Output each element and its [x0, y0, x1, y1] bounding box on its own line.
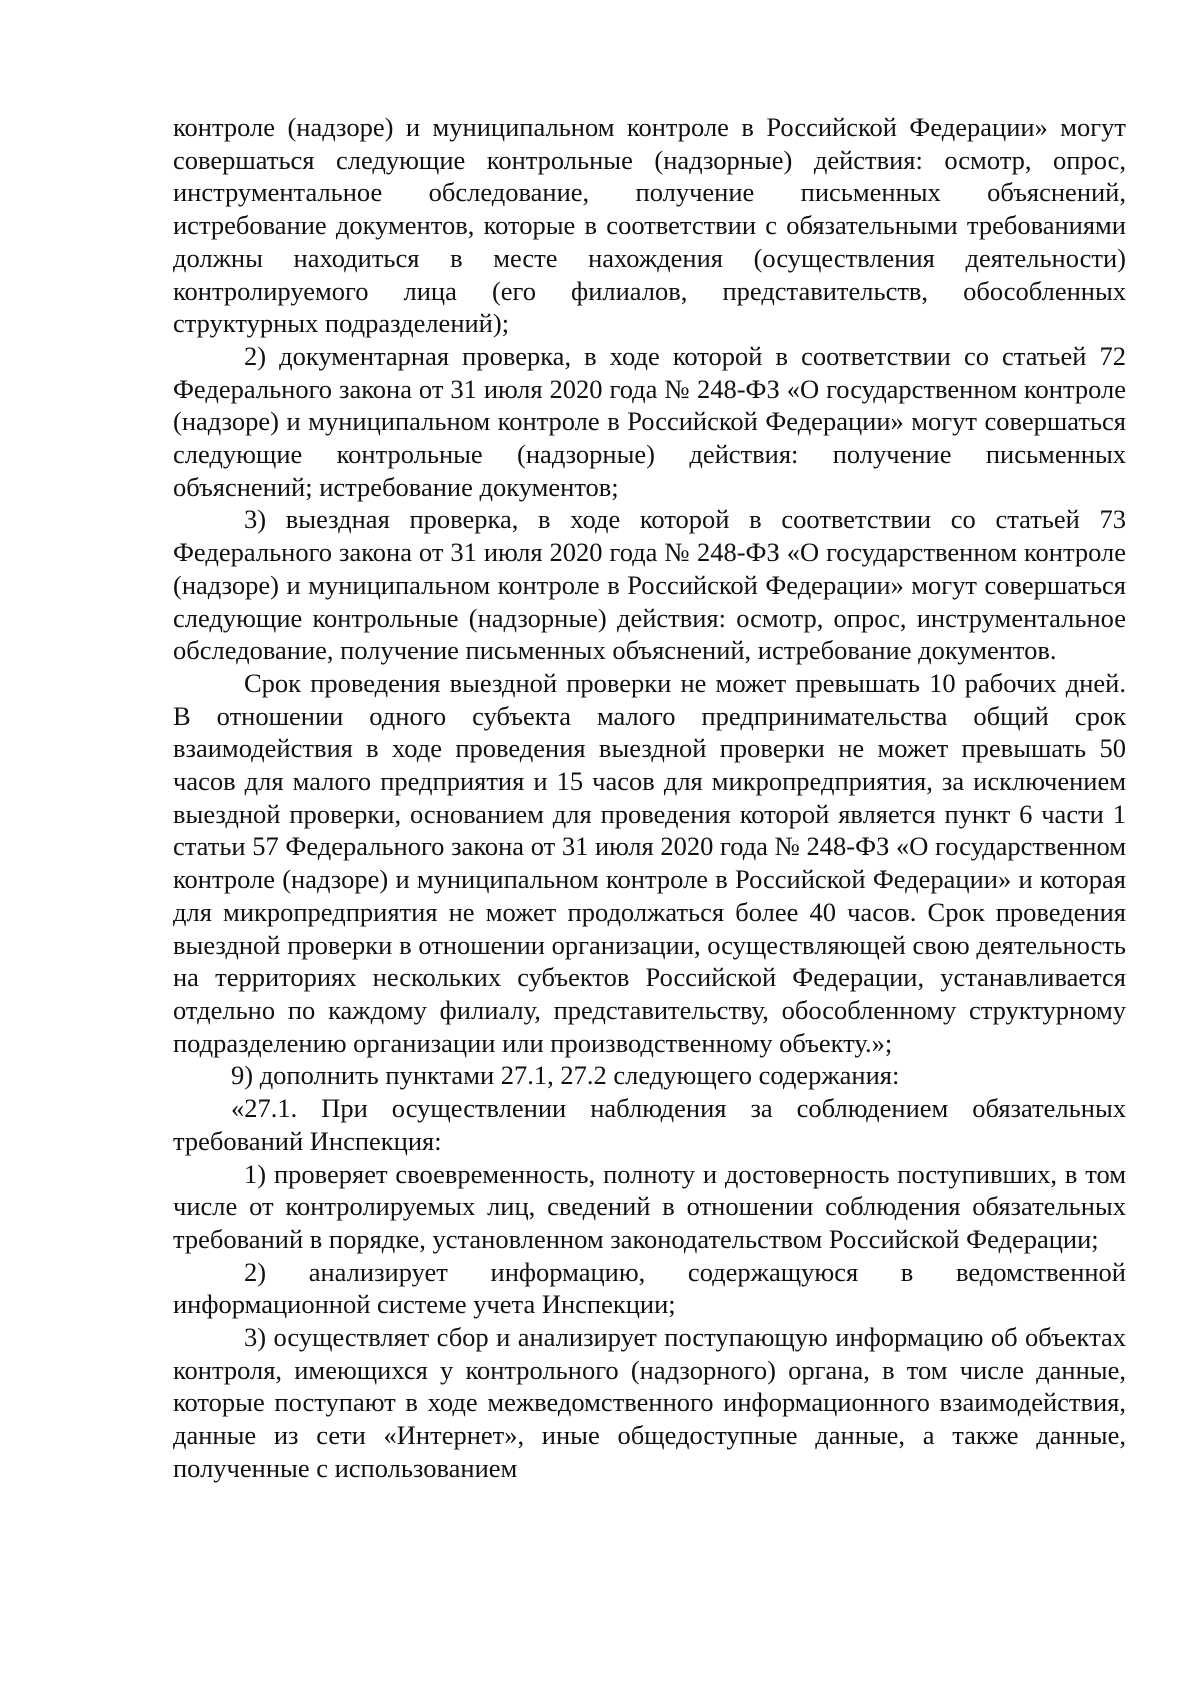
paragraph-item-3: 3) выездная проверка, в ходе которой в соответствии со статьей 73 Федерального закона от 31 июля 2020 года № 248-ФЗ «О государственном контроле (надзоре) и муниципальном контроле в Российской Федерации» могут совершаться следующие контрольные (надзорные) действия: осмотр, опрос, инструментальное обследование, получение письменных объяснений, истребование документов.	[173, 504, 1126, 666]
document-body	[173, 111, 1126, 1485]
paragraph-sub-2: 2) анализирует информацию, содержащуюся в ведомственной информационной системе учета Инспекции;	[173, 1256, 1126, 1320]
paragraph-point-27-1: «27.1. При осуществлении наблюдения за соблюдением обязательных требований Инспекция:	[173, 1093, 1126, 1156]
paragraph-term: Срок проведения выездной проверки не может превышать 10 рабочих дней. В отношении одного субъекта малого предпринимательства общий срок взаимодействия в ходе проведения выездной проверки не может превышать 50 часов для малого предприятия и 15 часов для микропредприятия, за исключением выездной проверки, основанием для проведения которой является пункт 6 части 1 статьи 57 Федерального закона от 31 июля 2020 года № 248-ФЗ «О государственном контроле (надзоре) и муниципальном контроле в Российской Федерации» и которая для микропредприятия не может продолжаться более 40 часов. Срок проведения выездной проверки в отношении организации, осуществляющей свою деятельность на территориях нескольких субъектов Российской Федерации, устанавливается отдельно по каждому филиалу, представительству, обособленному структурному подразделению организации или производственному объекту.»;	[173, 667, 1126, 1058]
paragraph-continuation: контроле (надзоре) и муниципальном контроле в Российской Федерации» могут совершаться следующие контрольные (надзорные) действия: осмотр, опрос, инструментальное обследование, получение письменных объяснений, истребование документов, которые в соответствии с обязательными требованиями должны находиться в месте нахождения (осуществления деятельности) контролируемого лица (его филиалов, представительств, обособленных структурных подразделений);	[173, 112, 1126, 339]
paragraph-item-9: 9) дополнить пунктами 27.1, 27.2 следующего содержания:	[231, 1060, 900, 1091]
paragraph-sub-1: 1) проверяет своевременность, полноту и достоверность поступивших, в том числе от контролируемых лиц, сведений в отношении соблюдения обязательных требований в порядке, установленном законодательством Российской Федерации;	[173, 1158, 1126, 1254]
paragraph-item-2: 2) документарная проверка, в ходе которой в соответствии со статьей 72 Федерального закона от 31 июля 2020 года № 248-ФЗ «О государственном контроле (надзоре) и муниципальном контроле в Российской Федерации» могут совершаться следующие контрольные (надзорные) действия: получение письменных объяснений; истребование документов;	[173, 340, 1126, 502]
paragraph-sub-3: 3) осуществляет сбор и анализирует поступающую информацию об объектах контроля, имеющихся у контрольного (надзорного) органа, в том числе данные, которые поступают в ходе межведомственного информационного взаимодействия, данные из сети «Интернет», иные общедоступные данные, а также данные, полученные с использованием	[173, 1322, 1126, 1483]
